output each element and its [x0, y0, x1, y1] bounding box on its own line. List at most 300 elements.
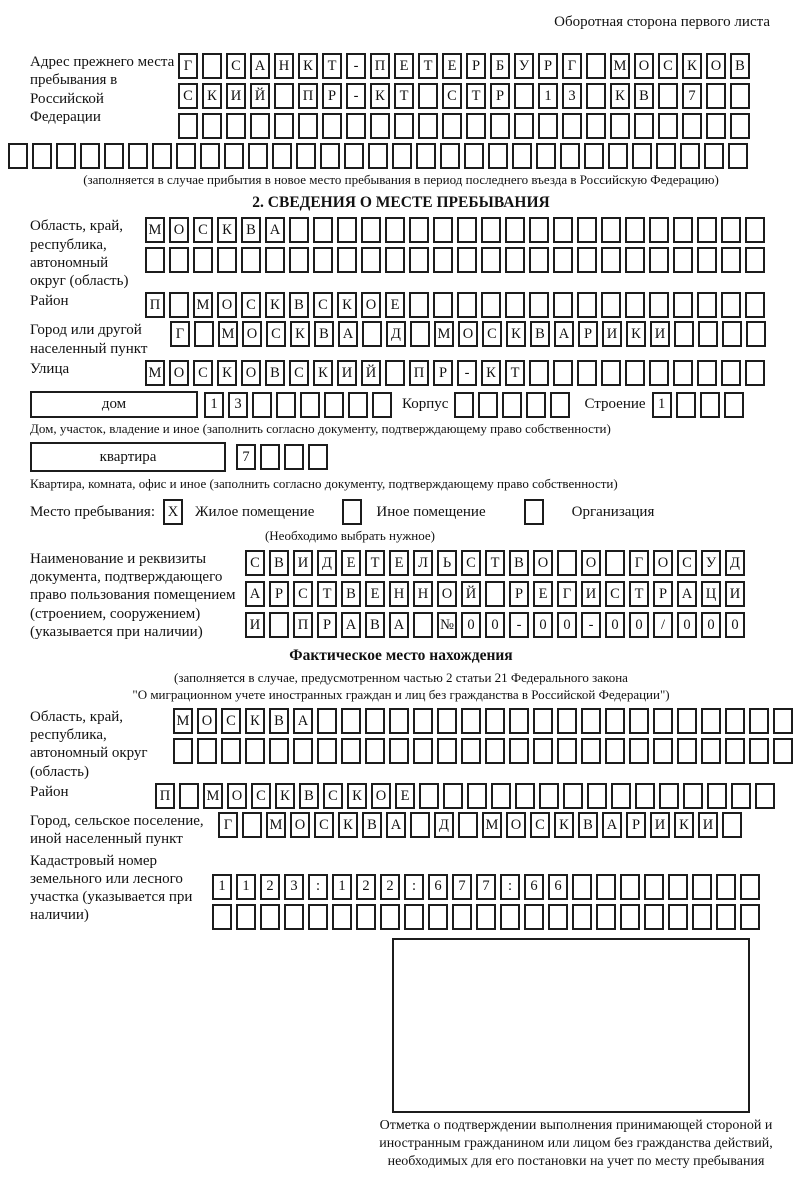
- char-cell[interactable]: [724, 392, 744, 418]
- char-cell[interactable]: -: [581, 612, 601, 638]
- char-cell[interactable]: [577, 247, 597, 273]
- char-cell[interactable]: Г: [562, 53, 582, 79]
- char-cell[interactable]: 0: [557, 612, 577, 638]
- char-cell[interactable]: [194, 321, 214, 347]
- char-cell[interactable]: [341, 708, 361, 734]
- char-cell[interactable]: [601, 247, 621, 273]
- char-cell[interactable]: [461, 738, 481, 764]
- char-cell[interactable]: 0: [725, 612, 745, 638]
- char-cell[interactable]: Р: [538, 53, 558, 79]
- char-cell[interactable]: Г: [170, 321, 190, 347]
- char-cell[interactable]: [202, 53, 222, 79]
- char-cell[interactable]: [457, 247, 477, 273]
- char-cell[interactable]: [461, 708, 481, 734]
- char-cell[interactable]: [269, 738, 289, 764]
- char-cell[interactable]: [217, 247, 237, 273]
- char-cell[interactable]: О: [706, 53, 726, 79]
- char-cell[interactable]: [721, 292, 741, 318]
- char-cell[interactable]: О: [458, 321, 478, 347]
- char-cell[interactable]: [346, 113, 366, 139]
- apartment-cells[interactable]: [236, 444, 328, 470]
- char-cell[interactable]: [488, 143, 508, 169]
- char-cell[interactable]: [212, 904, 232, 930]
- char-cell[interactable]: 3: [228, 392, 248, 418]
- char-cell[interactable]: [252, 392, 272, 418]
- char-cell[interactable]: С: [251, 783, 271, 809]
- char-cell[interactable]: [332, 904, 352, 930]
- char-cell[interactable]: [701, 738, 721, 764]
- char-cell[interactable]: [692, 904, 712, 930]
- char-cell[interactable]: В: [634, 83, 654, 109]
- char-cell[interactable]: [320, 143, 340, 169]
- char-cell[interactable]: 1: [212, 874, 232, 900]
- char-cell[interactable]: :: [308, 874, 328, 900]
- char-cell[interactable]: О: [169, 217, 189, 243]
- char-cell[interactable]: О: [653, 550, 673, 576]
- char-cell[interactable]: М: [482, 812, 502, 838]
- char-cell[interactable]: Т: [418, 53, 438, 79]
- char-cell[interactable]: [385, 217, 405, 243]
- char-cell[interactable]: [553, 217, 573, 243]
- char-cell[interactable]: [620, 904, 640, 930]
- char-cell[interactable]: №: [437, 612, 457, 638]
- char-cell[interactable]: [629, 708, 649, 734]
- char-cell[interactable]: [385, 247, 405, 273]
- char-cell[interactable]: [721, 247, 741, 273]
- char-cell[interactable]: О: [361, 292, 381, 318]
- char-cell[interactable]: К: [202, 83, 222, 109]
- char-cell[interactable]: К: [245, 708, 265, 734]
- char-cell[interactable]: [649, 292, 669, 318]
- char-cell[interactable]: [416, 143, 436, 169]
- char-cell[interactable]: [485, 738, 505, 764]
- char-cell[interactable]: [676, 392, 696, 418]
- char-cell[interactable]: [202, 113, 222, 139]
- char-cell[interactable]: К: [682, 53, 702, 79]
- char-cell[interactable]: [308, 444, 328, 470]
- char-cell[interactable]: [362, 321, 382, 347]
- char-cell[interactable]: [509, 708, 529, 734]
- actual-city-row[interactable]: [218, 812, 742, 838]
- char-cell[interactable]: С: [482, 321, 502, 347]
- char-cell[interactable]: [433, 217, 453, 243]
- char-cell[interactable]: К: [370, 83, 390, 109]
- checkbox-other-premises[interactable]: [342, 499, 362, 525]
- char-cell[interactable]: [509, 738, 529, 764]
- char-cell[interactable]: [200, 143, 220, 169]
- char-cell[interactable]: [392, 143, 412, 169]
- char-cell[interactable]: [413, 738, 433, 764]
- actual-region-row-2[interactable]: [173, 738, 793, 764]
- char-cell[interactable]: [368, 143, 388, 169]
- char-cell[interactable]: [683, 783, 703, 809]
- char-cell[interactable]: [649, 247, 669, 273]
- char-cell[interactable]: [361, 247, 381, 273]
- char-cell[interactable]: [324, 392, 344, 418]
- char-cell[interactable]: Р: [322, 83, 342, 109]
- char-cell[interactable]: [697, 217, 717, 243]
- char-cell[interactable]: 1: [332, 874, 352, 900]
- char-cell[interactable]: -: [509, 612, 529, 638]
- char-cell[interactable]: 3: [562, 83, 582, 109]
- char-cell[interactable]: [372, 392, 392, 418]
- char-cell[interactable]: М: [266, 812, 286, 838]
- char-cell[interactable]: [611, 783, 631, 809]
- cadastral-row-1[interactable]: [212, 874, 760, 900]
- char-cell[interactable]: [322, 113, 342, 139]
- char-cell[interactable]: [433, 247, 453, 273]
- char-cell[interactable]: Р: [626, 812, 646, 838]
- char-cell[interactable]: [224, 143, 244, 169]
- char-cell[interactable]: [629, 738, 649, 764]
- char-cell[interactable]: [289, 217, 309, 243]
- char-cell[interactable]: [524, 904, 544, 930]
- char-cell[interactable]: [179, 783, 199, 809]
- char-cell[interactable]: К: [313, 360, 333, 386]
- char-cell[interactable]: [433, 292, 453, 318]
- char-cell[interactable]: И: [226, 83, 246, 109]
- char-cell[interactable]: [437, 738, 457, 764]
- char-cell[interactable]: [178, 113, 198, 139]
- char-cell[interactable]: [562, 113, 582, 139]
- char-cell[interactable]: [625, 247, 645, 273]
- char-cell[interactable]: [293, 738, 313, 764]
- char-cell[interactable]: Т: [629, 581, 649, 607]
- char-cell[interactable]: [485, 708, 505, 734]
- char-cell[interactable]: [409, 292, 429, 318]
- char-cell[interactable]: [677, 708, 697, 734]
- char-cell[interactable]: [625, 292, 645, 318]
- char-cell[interactable]: С: [323, 783, 343, 809]
- char-cell[interactable]: [581, 708, 601, 734]
- char-cell[interactable]: [104, 143, 124, 169]
- char-cell[interactable]: [557, 708, 577, 734]
- char-cell[interactable]: [610, 113, 630, 139]
- char-cell[interactable]: [649, 217, 669, 243]
- char-cell[interactable]: [659, 783, 679, 809]
- char-cell[interactable]: [457, 292, 477, 318]
- char-cell[interactable]: [608, 143, 628, 169]
- char-cell[interactable]: [730, 83, 750, 109]
- char-cell[interactable]: Н: [389, 581, 409, 607]
- char-cell[interactable]: Е: [442, 53, 462, 79]
- char-cell[interactable]: [725, 708, 745, 734]
- char-cell[interactable]: [365, 708, 385, 734]
- char-cell[interactable]: [348, 392, 368, 418]
- char-cell[interactable]: С: [677, 550, 697, 576]
- char-cell[interactable]: 0: [461, 612, 481, 638]
- char-cell[interactable]: [697, 360, 717, 386]
- char-cell[interactable]: Г: [629, 550, 649, 576]
- char-cell[interactable]: [572, 904, 592, 930]
- char-cell[interactable]: 0: [629, 612, 649, 638]
- char-cell[interactable]: [505, 217, 525, 243]
- char-cell[interactable]: [505, 292, 525, 318]
- char-cell[interactable]: С: [314, 812, 334, 838]
- char-cell[interactable]: [260, 444, 280, 470]
- char-cell[interactable]: О: [197, 708, 217, 734]
- char-cell[interactable]: Г: [178, 53, 198, 79]
- char-cell[interactable]: С: [293, 581, 313, 607]
- char-cell[interactable]: 7: [236, 444, 256, 470]
- char-cell[interactable]: [577, 360, 597, 386]
- char-cell[interactable]: В: [509, 550, 529, 576]
- char-cell[interactable]: [478, 392, 498, 418]
- char-cell[interactable]: [152, 143, 172, 169]
- char-cell[interactable]: Т: [317, 581, 337, 607]
- char-cell[interactable]: У: [514, 53, 534, 79]
- char-cell[interactable]: [529, 292, 549, 318]
- char-cell[interactable]: [553, 292, 573, 318]
- char-cell[interactable]: [680, 143, 700, 169]
- char-cell[interactable]: И: [602, 321, 622, 347]
- char-cell[interactable]: [245, 738, 265, 764]
- char-cell[interactable]: Р: [317, 612, 337, 638]
- char-cell[interactable]: [605, 708, 625, 734]
- char-cell[interactable]: [313, 247, 333, 273]
- char-cell[interactable]: [673, 217, 693, 243]
- char-cell[interactable]: А: [602, 812, 622, 838]
- char-cell[interactable]: Т: [466, 83, 486, 109]
- char-cell[interactable]: [32, 143, 52, 169]
- char-cell[interactable]: [668, 904, 688, 930]
- char-cell[interactable]: В: [241, 217, 261, 243]
- char-cell[interactable]: [56, 143, 76, 169]
- char-cell[interactable]: К: [217, 360, 237, 386]
- char-cell[interactable]: [8, 143, 28, 169]
- char-cell[interactable]: [740, 904, 760, 930]
- char-cell[interactable]: М: [145, 360, 165, 386]
- char-cell[interactable]: 0: [701, 612, 721, 638]
- char-cell[interactable]: [248, 143, 268, 169]
- char-cell[interactable]: С: [178, 83, 198, 109]
- char-cell[interactable]: [419, 783, 439, 809]
- char-cell[interactable]: 3: [284, 874, 304, 900]
- char-cell[interactable]: 2: [380, 874, 400, 900]
- char-cell[interactable]: [725, 738, 745, 764]
- char-cell[interactable]: [721, 360, 741, 386]
- char-cell[interactable]: [394, 113, 414, 139]
- char-cell[interactable]: 2: [356, 874, 376, 900]
- char-cell[interactable]: [514, 113, 534, 139]
- char-cell[interactable]: С: [245, 550, 265, 576]
- char-cell[interactable]: Р: [269, 581, 289, 607]
- char-cell[interactable]: [145, 247, 165, 273]
- char-cell[interactable]: -: [346, 83, 366, 109]
- char-cell[interactable]: А: [293, 708, 313, 734]
- char-cell[interactable]: [226, 113, 246, 139]
- char-cell[interactable]: [730, 113, 750, 139]
- char-cell[interactable]: [490, 113, 510, 139]
- char-cell[interactable]: А: [386, 812, 406, 838]
- char-cell[interactable]: [296, 143, 316, 169]
- char-cell[interactable]: [265, 247, 285, 273]
- char-cell[interactable]: О: [217, 292, 237, 318]
- char-cell[interactable]: Т: [365, 550, 385, 576]
- char-cell[interactable]: Р: [490, 83, 510, 109]
- char-cell[interactable]: [413, 708, 433, 734]
- char-cell[interactable]: П: [298, 83, 318, 109]
- char-cell[interactable]: [577, 292, 597, 318]
- char-cell[interactable]: В: [578, 812, 598, 838]
- char-cell[interactable]: [722, 812, 742, 838]
- char-cell[interactable]: [529, 247, 549, 273]
- char-cell[interactable]: [749, 708, 769, 734]
- char-cell[interactable]: К: [298, 53, 318, 79]
- char-cell[interactable]: [409, 217, 429, 243]
- char-cell[interactable]: [467, 783, 487, 809]
- char-cell[interactable]: [481, 292, 501, 318]
- char-cell[interactable]: Р: [433, 360, 453, 386]
- char-cell[interactable]: [707, 783, 727, 809]
- char-cell[interactable]: [674, 321, 694, 347]
- char-cell[interactable]: [653, 708, 673, 734]
- char-cell[interactable]: П: [145, 292, 165, 318]
- char-cell[interactable]: Р: [653, 581, 673, 607]
- char-cell[interactable]: В: [314, 321, 334, 347]
- char-cell[interactable]: [557, 738, 577, 764]
- char-cell[interactable]: П: [370, 53, 390, 79]
- char-cell[interactable]: 7: [452, 874, 472, 900]
- char-cell[interactable]: [586, 83, 606, 109]
- char-cell[interactable]: [601, 360, 621, 386]
- char-cell[interactable]: [502, 392, 522, 418]
- char-cell[interactable]: [274, 113, 294, 139]
- char-cell[interactable]: Е: [341, 550, 361, 576]
- char-cell[interactable]: Н: [413, 581, 433, 607]
- char-cell[interactable]: И: [698, 812, 718, 838]
- char-cell[interactable]: [365, 738, 385, 764]
- char-cell[interactable]: [389, 738, 409, 764]
- char-cell[interactable]: [716, 874, 736, 900]
- char-cell[interactable]: -: [457, 360, 477, 386]
- char-cell[interactable]: Е: [389, 550, 409, 576]
- char-cell[interactable]: [536, 143, 556, 169]
- char-cell[interactable]: В: [341, 581, 361, 607]
- char-cell[interactable]: [533, 738, 553, 764]
- char-cell[interactable]: [491, 783, 511, 809]
- char-cell[interactable]: [773, 738, 793, 764]
- char-cell[interactable]: Ц: [701, 581, 721, 607]
- char-cell[interactable]: [514, 83, 534, 109]
- char-cell[interactable]: [773, 708, 793, 734]
- char-cell[interactable]: В: [365, 612, 385, 638]
- actual-district-row[interactable]: [155, 783, 775, 809]
- char-cell[interactable]: Т: [322, 53, 342, 79]
- char-cell[interactable]: [697, 247, 717, 273]
- actual-region-row-1[interactable]: [173, 708, 793, 734]
- char-cell[interactable]: :: [500, 874, 520, 900]
- char-cell[interactable]: [485, 581, 505, 607]
- char-cell[interactable]: М: [610, 53, 630, 79]
- korpus-cells[interactable]: [454, 392, 570, 418]
- char-cell[interactable]: [284, 904, 304, 930]
- char-cell[interactable]: [746, 321, 766, 347]
- char-cell[interactable]: [337, 217, 357, 243]
- char-cell[interactable]: [442, 113, 462, 139]
- char-cell[interactable]: [625, 217, 645, 243]
- char-cell[interactable]: [557, 550, 577, 576]
- char-cell[interactable]: 6: [428, 874, 448, 900]
- char-cell[interactable]: [563, 783, 583, 809]
- char-cell[interactable]: Е: [365, 581, 385, 607]
- char-cell[interactable]: [658, 83, 678, 109]
- char-cell[interactable]: [221, 738, 241, 764]
- char-cell[interactable]: [500, 904, 520, 930]
- char-cell[interactable]: 0: [677, 612, 697, 638]
- char-cell[interactable]: [740, 874, 760, 900]
- char-cell[interactable]: 6: [524, 874, 544, 900]
- char-cell[interactable]: Г: [218, 812, 238, 838]
- char-cell[interactable]: 1: [204, 392, 224, 418]
- char-cell[interactable]: К: [506, 321, 526, 347]
- char-cell[interactable]: [308, 904, 328, 930]
- char-cell[interactable]: К: [626, 321, 646, 347]
- char-cell[interactable]: 0: [533, 612, 553, 638]
- char-cell[interactable]: И: [293, 550, 313, 576]
- char-cell[interactable]: [515, 783, 535, 809]
- char-cell[interactable]: И: [650, 321, 670, 347]
- char-cell[interactable]: [505, 247, 525, 273]
- char-cell[interactable]: [605, 550, 625, 576]
- char-cell[interactable]: [728, 143, 748, 169]
- char-cell[interactable]: Е: [394, 53, 414, 79]
- char-cell[interactable]: С: [241, 292, 261, 318]
- char-cell[interactable]: [197, 738, 217, 764]
- char-cell[interactable]: Й: [461, 581, 481, 607]
- char-cell[interactable]: [635, 783, 655, 809]
- char-cell[interactable]: 1: [236, 874, 256, 900]
- char-cell[interactable]: С: [461, 550, 481, 576]
- char-cell[interactable]: А: [554, 321, 574, 347]
- char-cell[interactable]: С: [289, 360, 309, 386]
- char-cell[interactable]: [673, 292, 693, 318]
- char-cell[interactable]: [476, 904, 496, 930]
- char-cell[interactable]: В: [265, 360, 285, 386]
- char-cell[interactable]: [697, 292, 717, 318]
- char-cell[interactable]: К: [217, 217, 237, 243]
- char-cell[interactable]: [644, 904, 664, 930]
- char-cell[interactable]: [745, 247, 765, 273]
- street-row[interactable]: [145, 360, 765, 386]
- char-cell[interactable]: [284, 444, 304, 470]
- char-cell[interactable]: С: [442, 83, 462, 109]
- char-cell[interactable]: [418, 83, 438, 109]
- char-cell[interactable]: [668, 874, 688, 900]
- char-cell[interactable]: [466, 113, 486, 139]
- char-cell[interactable]: К: [554, 812, 574, 838]
- char-cell[interactable]: А: [338, 321, 358, 347]
- char-cell[interactable]: Е: [385, 292, 405, 318]
- stroenie-cells[interactable]: [652, 392, 744, 418]
- char-cell[interactable]: [749, 738, 769, 764]
- char-cell[interactable]: [389, 708, 409, 734]
- char-cell[interactable]: [625, 360, 645, 386]
- document-row-3[interactable]: [245, 612, 745, 638]
- char-cell[interactable]: К: [610, 83, 630, 109]
- char-cell[interactable]: [250, 113, 270, 139]
- char-cell[interactable]: К: [481, 360, 501, 386]
- char-cell[interactable]: [649, 360, 669, 386]
- char-cell[interactable]: [300, 392, 320, 418]
- char-cell[interactable]: И: [245, 612, 265, 638]
- char-cell[interactable]: [356, 904, 376, 930]
- char-cell[interactable]: К: [674, 812, 694, 838]
- char-cell[interactable]: [464, 143, 484, 169]
- char-cell[interactable]: [272, 143, 292, 169]
- char-cell[interactable]: [716, 904, 736, 930]
- char-cell[interactable]: Т: [505, 360, 525, 386]
